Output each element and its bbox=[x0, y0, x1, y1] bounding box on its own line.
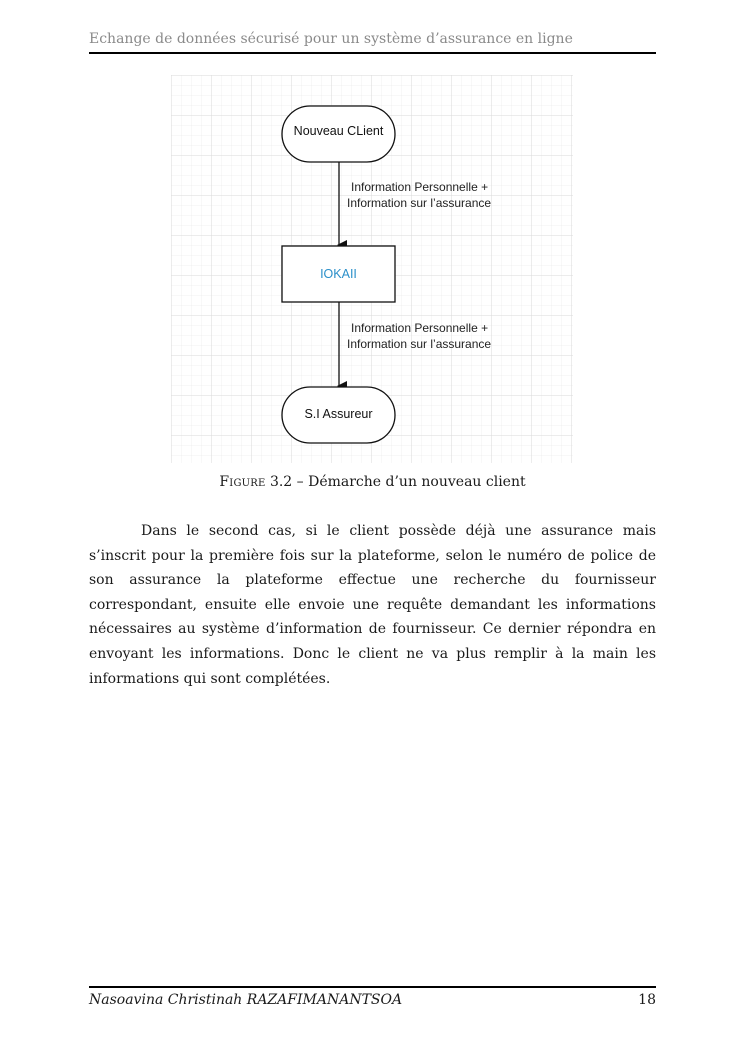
flowchart-svg bbox=[171, 75, 573, 463]
figure-caption bbox=[89, 474, 656, 490]
node-end-label: S.I Assureur bbox=[304, 407, 373, 421]
body-paragraph: Dans le second cas, si le client possède déjà une assurance mais s’inscrit pour la première fois sur la plateforme, selon le numéro de police de son assurance la plateforme effectue une recherche du fournisseur correspondant, ensuite elle envoie une requête demandant les informations nécessaires au système d’information de fournisseur. Ce dernier répondra en envoyant les informations. Donc le client ne va plus remplir à la main les informations qui sont complétées. bbox=[89, 523, 656, 687]
caption-label: Figure bbox=[219, 474, 266, 490]
running-header: Echange de données sécurisé pour un système d’assurance en ligne bbox=[89, 31, 573, 47]
footer-author: Nasoavina Christinah RAZAFIMANANTSOA bbox=[89, 992, 403, 1008]
page-number: 18 bbox=[638, 992, 656, 1008]
caption-text: – Démarche d’un nouveau client bbox=[296, 474, 526, 490]
edge-1-label-line2: Information sur l’assurance bbox=[347, 196, 492, 210]
caption-number: 3.2 bbox=[269, 474, 293, 490]
header-rule bbox=[89, 52, 656, 54]
node-start-label: Nouveau CLient bbox=[293, 124, 384, 138]
edge-1-label-line1: Information Personnelle + bbox=[351, 180, 489, 194]
node-process-label: IOKAII bbox=[320, 267, 357, 281]
edge-2-label-line2: Information sur l’assurance bbox=[347, 337, 492, 351]
footer-rule bbox=[89, 986, 656, 988]
edge-2-label-line1: Information Personnelle + bbox=[351, 321, 489, 335]
figure-flowchart bbox=[171, 75, 573, 463]
